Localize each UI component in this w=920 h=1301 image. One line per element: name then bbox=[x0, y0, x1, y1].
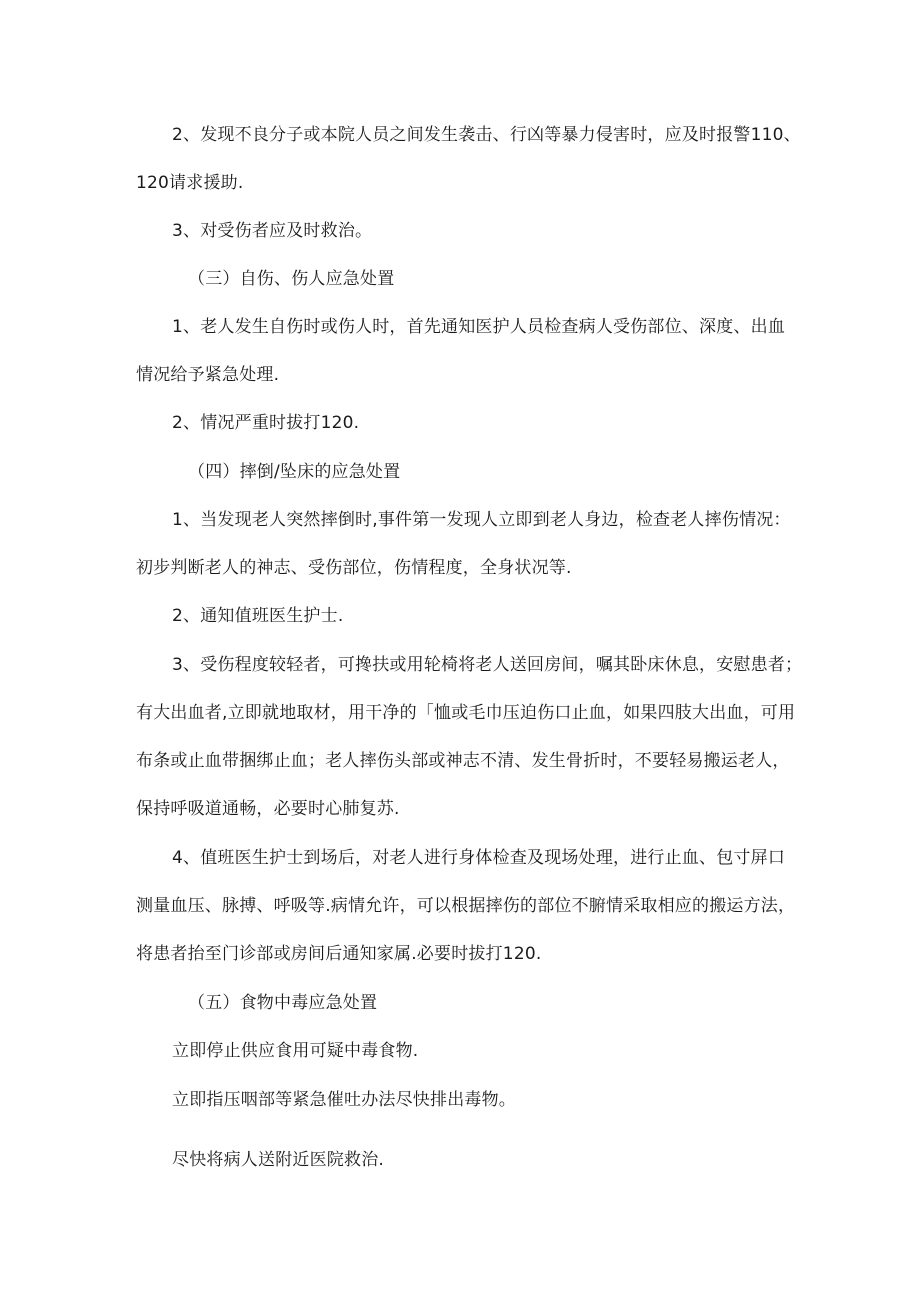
section-heading: （五）食物中毒应急处置 bbox=[188, 993, 378, 1013]
paragraph-line: 有大出血者,立即就地取材，用干净的「恤或毛巾压迫伤口止血，如果四肢大出血，可用 bbox=[136, 703, 796, 723]
paragraph-line: 3、受伤程度较轻者，可搀扶或用轮椅将老人送回房间，嘱其卧床休息，安慰患者； bbox=[172, 655, 803, 675]
paragraph-line: 初步判断老人的神志、受伤部位，伤情程度，全身状况等. bbox=[136, 558, 572, 578]
paragraph-line: 测量血压、脉搏、呼吸等.病情允许，可以根据摔伤的部位不腑情采取相应的搬运方法， bbox=[136, 896, 796, 916]
paragraph-line: 3、对受伤者应及时救治。 bbox=[172, 221, 373, 241]
paragraph-line: 1、当发现老人突然摔倒时,事件第一发现人立即到老人身边，检查老人摔伤情况： bbox=[172, 510, 791, 530]
paragraph-line: 2、情况严重时拔打120. bbox=[172, 413, 360, 433]
section-heading: （四）摔倒/坠床的应急处置 bbox=[188, 462, 401, 482]
paragraph-line: 立即停止供应食用可疑中毒食物. bbox=[172, 1041, 419, 1061]
paragraph-line: 2、通知值班医生护士. bbox=[172, 606, 344, 626]
paragraph-line: 将患者抬至门诊部或房间后通知家属.必要时拔打120. bbox=[136, 944, 542, 964]
section-heading: （三）自伤、伤人应急处置 bbox=[188, 269, 395, 289]
paragraph-line: 立即指压咽部等紧急催吐办法尽快排出毒物。 bbox=[172, 1090, 516, 1110]
paragraph-line: 4、值班医生护士到场后，对老人进行身体检查及现场处理，进行止血、包寸屏口 bbox=[172, 848, 786, 868]
paragraph-line: 120请求援助. bbox=[136, 173, 244, 193]
paragraph-line: 布条或止血带捆绑止血；老人摔伤头部或神志不清、发生骨折时，不要轻易搬运老人， bbox=[136, 751, 790, 771]
paragraph-line: 1、老人发生自伤时或伤人时，首先通知医护人员检查病人受伤部位、深度、出血 bbox=[172, 317, 786, 337]
paragraph-line: 2、发现不良分子或本院人员之间发生袭击、行凶等暴力侵害时，应及时报警110、 bbox=[172, 125, 801, 145]
paragraph-line: 尽快将病人送附近医院救治. bbox=[172, 1150, 385, 1170]
paragraph-line: 保持呼吸道通畅，必要时心肺复苏. bbox=[136, 799, 400, 819]
paragraph-line: 情况给予紧急处理. bbox=[136, 365, 280, 385]
